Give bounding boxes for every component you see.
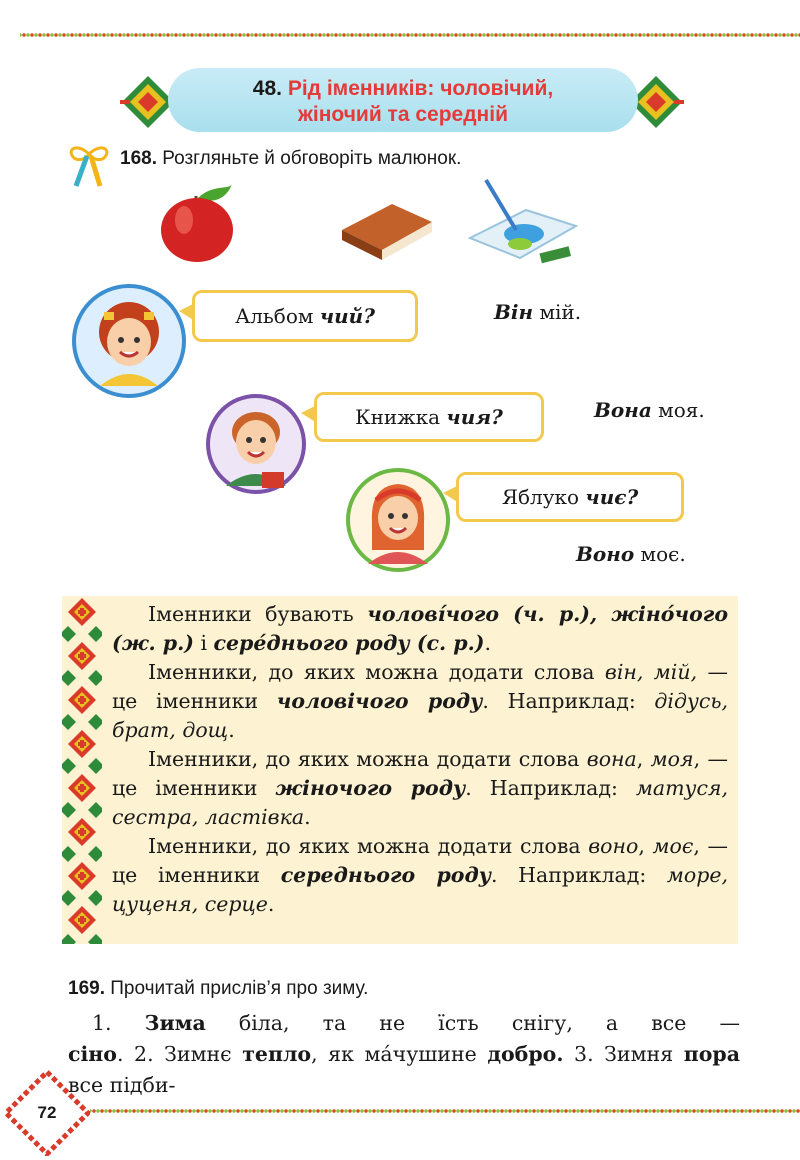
rule-paragraph-2: Іменники, до яких можна додати слова він, мій, — це іменники чоловічого роду. Наприклад: дідусь, брат, дощ. — [112, 660, 729, 742]
task-169 — [68, 978, 368, 1000]
speech-bubble-3: Яблуко чиє? — [456, 472, 684, 522]
rule-paragraph-3: Іменники, до яких можна додати слова вона, моя, — це іменники жіночого роду. Наприклад: матуся, сестра, ластівка. — [112, 747, 729, 829]
album-paint-icon — [466, 176, 580, 270]
lesson-title-line2: жіночий та середній — [298, 103, 508, 126]
rule-text — [112, 600, 728, 919]
proverbs-text: 1. Зима біла, та не їсть снігу, а все — сіно. 2. Зимнє тепло, як ма́чушине добро. 3. Зимня пора все підби- — [68, 1011, 741, 1097]
lesson-title-banner — [168, 68, 638, 132]
task-169-text: Прочитай прислів’я про зиму. — [110, 978, 369, 999]
answer-1: Він мій. — [494, 300, 582, 324]
girl-avatar — [70, 282, 188, 400]
task-168-number: 168. — [120, 148, 157, 169]
apple-icon — [152, 176, 242, 266]
book-icon — [336, 196, 436, 262]
boy-avatar — [204, 392, 308, 496]
rule-paragraph-4: Іменники, до яких можна додати слова воно, моє, — це іменники середнього роду. Наприклад: море, цуценя, серце. — [112, 834, 729, 916]
rule-paragraph-1: Іменники бувають чолові́чого (ч. р.), жіно́чого (ж. р.) і сере́днього роду (с. р.). — [112, 602, 728, 655]
lesson-number: 48. — [252, 77, 282, 100]
top-ornament-border — [20, 32, 800, 38]
task-169-number: 169. — [68, 978, 105, 999]
task-168 — [120, 148, 461, 170]
lesson-title-line1: 48. Рід іменників: чоловічий, — [252, 77, 554, 100]
girl-headband-avatar — [344, 466, 452, 574]
answer-2: Вона моя. — [594, 398, 705, 422]
task-168-text: Розгляньте й обговоріть малюнок. — [162, 148, 462, 169]
embroidery-ornament-column — [62, 596, 102, 944]
bottom-ornament-border — [90, 1108, 800, 1114]
speech-bubble-1: Альбом чий? — [192, 290, 418, 342]
ribbon-icon — [64, 140, 114, 190]
speech-bubble-2: Книжка чия? — [314, 392, 544, 442]
answer-3: Воно моє. — [576, 542, 686, 566]
page-number: 72 — [37, 1103, 57, 1122]
